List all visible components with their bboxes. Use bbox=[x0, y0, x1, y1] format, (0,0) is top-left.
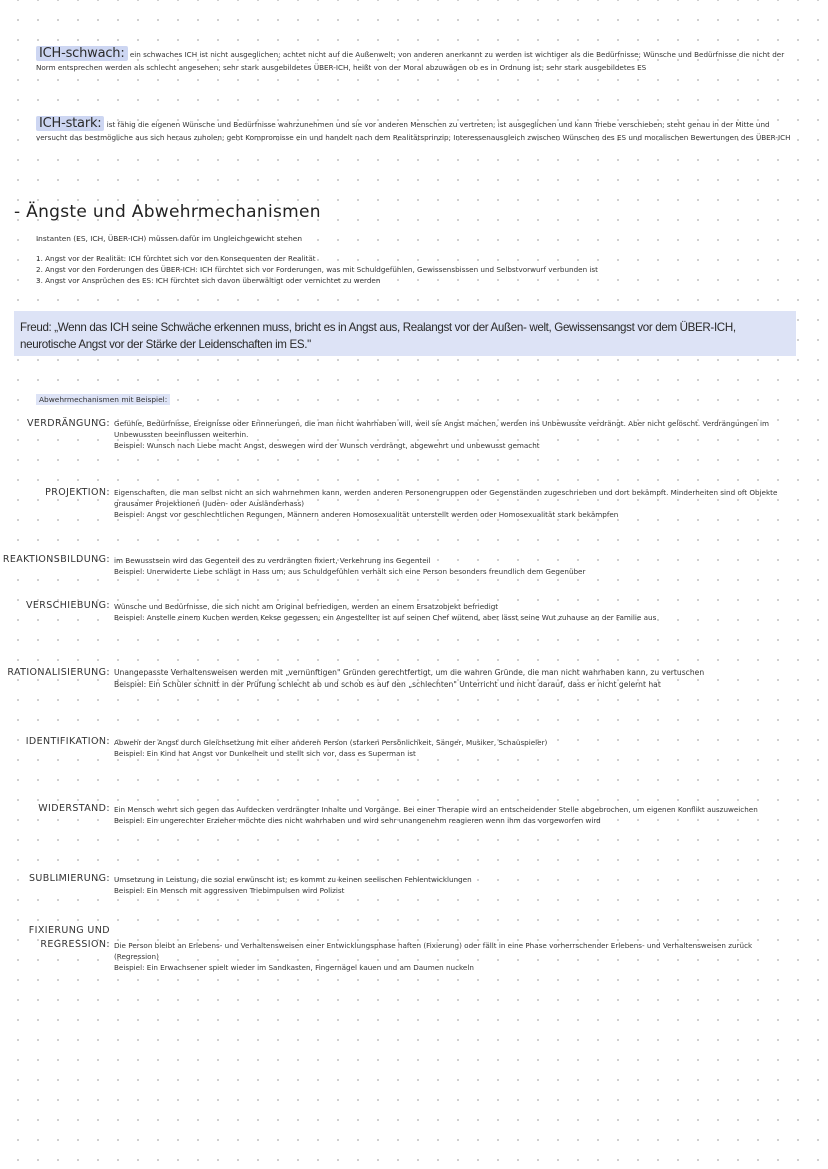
mechanism-example: Beispiel: Ein Schüler schnitt in der Prüfung schlecht ab und schob es auf den „schlechten" Unterricht und nicht darauf, dass er nicht gelernt hat bbox=[114, 680, 661, 689]
mechanism-text: Abwehr der Angst durch Gleichsetzung mit einer anderen Person (starken Persönlichkeit, Sänger, Musiker, Schauspieler) bbox=[114, 738, 548, 747]
mechanism-text: im Bewusstsein wird das Gegenteil des zu verdrängten fixiert, Verkehrung ins Gegenteil bbox=[114, 556, 431, 565]
mechanism-desc bbox=[114, 418, 794, 451]
mechanism-example: Beispiel: Ein Kind hat Angst vor Dunkelheit und stellt sich vor, dass es Superman ist bbox=[114, 749, 416, 758]
mechanism-desc bbox=[114, 487, 794, 520]
list-item: 1. Angst vor der Realität: ICH fürchtet sich vor den Konsequenten der Realität bbox=[36, 254, 316, 263]
mechanism-term: VERSCHIEBUNG: bbox=[25, 600, 110, 611]
mechanism-example: Beispiel: Ein ungerechter Erzieher möchte dies nicht wahrhaben und wird sehr unangenehm reagieren wenn ihm das vorgeworfen wird bbox=[114, 816, 601, 825]
definition-text: ein schwaches ICH ist nicht ausgeglichen; achtet nicht auf die Außenwelt; von anderen anerkannt zu werden ist wichtiger als die Bedürfnisse; Wünsche und Bedürfnisse die nicht der Norm entsprechen werden als schlecht angesehen; sehr stark ausgebildetes ÜBER-ICH, heißt von der Moral abzuwägen ob es in Ordnung ist; sehr stark ausgebildetes ES bbox=[36, 50, 785, 72]
mechanism-term: SUBLIMIERUNG: bbox=[28, 873, 110, 884]
freud-quote: Freud: „Wenn das ICH seine Schwäche erkennen muss, bricht es in Angst aus, Realangst vor der Außen- welt, Gewissensangst vor dem ÜBER-ICH, neurotische Angst vor der Stärke der Leidenschaften im ES." bbox=[14, 311, 796, 356]
mechanism-text: Gefühle, Bedürfnisse, Ereignisse oder Erinnerungen, die man nicht wahrhaben will, weil sie Angst machen, werden ins Unbewusste verdrängt. Aber nicht gelöscht. Verdrängungen im Unbewussten beeinflussen weiterhin. bbox=[114, 419, 770, 439]
mechanism-term: PROJEKTION: bbox=[45, 487, 110, 498]
mechanism-text: Umsetzung in Leistung, die sozial erwünscht ist; es kommt zu keinen seelischen Fehlentwicklungen bbox=[114, 875, 472, 884]
mechanism-example: Beispiel: Wunsch nach Liebe macht Angst, deswegen wird der Wunsch verdrängt, abgewehrt und unbewusst gemacht bbox=[114, 441, 540, 450]
mechanism-text: Die Person bleibt an Erlebens- und Verhaltensweisen einer Entwicklungsphase haften (Fixierung) oder fällt in eine Phase vorherrschender Erlebens- und Verhaltensweisen zurück (Regression) bbox=[114, 941, 753, 961]
fears-list bbox=[36, 254, 598, 286]
mechanism-term: REAKTIONSBILDUNG: bbox=[2, 554, 110, 565]
mechanism-term: RATIONALISIERUNG: bbox=[7, 667, 110, 678]
mechanism-term: FIXIERUNG UND REGRESSION: bbox=[28, 925, 110, 950]
mechanism-term: WIDERSTAND: bbox=[38, 803, 110, 814]
mechanism-desc bbox=[114, 601, 794, 623]
section-intro: Instanten (ES, ICH, ÜBER-ICH) müssen dafür im Ungleichgewicht stehen bbox=[36, 234, 303, 243]
mechanisms-heading: Abwehrmechanismen mit Beispiel: bbox=[36, 394, 170, 405]
mechanism-example: Beispiel: Angst vor geschlechtlichen Regungen, Männern anderen Homosexualität unterstellt werden oder Homosexualität stark bekämpfen bbox=[114, 510, 619, 519]
mechanism-desc bbox=[114, 737, 794, 759]
mechanism-example: Beispiel: Ein Erwachsener spielt wieder im Sandkasten, Fingernägel kauen und am Daumen nuckeln bbox=[114, 963, 474, 972]
mechanism-desc bbox=[114, 874, 794, 896]
mechanism-term: VERDRÄNGUNG: bbox=[26, 418, 110, 429]
definition-text: ist fähig die eigenen Wünsche und Bedürfnisse wahrzunehmen und sie vor anderen Menschen zu vertreten; ist ausgeglichen und kann Triebe verschieben; steht genau in der Mitte und versucht das bestmögliche aus sich heraus zuholen; geht Kompromisse ein und handelt nach dem Realitätsprinzip; Interessenausgleich zwischen Wünschen des ES und moralischen Bewertungen des ÜBER-ICH bbox=[36, 120, 791, 142]
mechanism-example: Beispiel: Unerwiderte Liebe schlägt in Hass um; aus Schuldgefühlen verhält sich eine Person besonders freundlich dem Gegenüber bbox=[114, 567, 586, 576]
mechanism-text: Eigenschaften, die man selbst nicht an sich wahrnehmen kann, werden anderen Personengruppen oder Gegenständen zugeschrieben und dort bekämpft. Minderheiten sind oft Objekte grausamer Projektionen (Juden- oder Ausländerhass) bbox=[114, 488, 778, 508]
mechanism-desc bbox=[114, 555, 794, 577]
definition-strong-ego bbox=[36, 118, 792, 144]
definition-weak-ego bbox=[36, 48, 792, 74]
list-item: 2. Angst vor den Forderungen des ÜBER-ICH: ICH fürchtet sich vor Forderungen, was mit Schuldgefühlen, Gewissensbissen und Selbstvorwurf verbunden ist bbox=[36, 264, 598, 274]
mechanism-desc bbox=[114, 940, 794, 973]
definition-term: ICH-stark: bbox=[36, 116, 104, 131]
mechanism-desc bbox=[114, 667, 794, 691]
mechanism-term: IDENTIFIKATION: bbox=[25, 736, 110, 747]
mechanism-text: Ein Mensch wehrt sich gegen das Aufdecken verdrängter Inhalte und Vorgänge. Bei einer Therapie wird an entscheidender Stelle abgebrochen, um eigenen Konflikt auszuweichen bbox=[114, 805, 758, 814]
definition-term: ICH-schwach: bbox=[36, 46, 128, 61]
mechanism-text: Unangepasste Verhaltensweisen werden mit „vernünftigen" Gründen gerechtfertigt, um die wahren Gründe, die man nicht wahrhaben kann, zu vertuschen bbox=[114, 668, 705, 677]
mechanism-example: Beispiel: Anstelle einem Kuchen werden Kekse gegessen; ein Angestellter ist auf seinen Chef wütend, aber lässt seine Wut zuhause an der Familie aus bbox=[114, 613, 657, 622]
list-item: 3. Angst vor Ansprüchen des ES: ICH fürchtet sich davon überwältigt oder vernichtet zu werden bbox=[36, 275, 381, 285]
section-title: - Ängste und Abwehrmechanismen bbox=[14, 202, 321, 222]
mechanism-example: Beispiel: Ein Mensch mit aggressiven Triebimpulsen wird Polizist bbox=[114, 886, 345, 895]
mechanism-desc bbox=[114, 804, 794, 826]
mechanism-text: Wünsche und Bedürfnisse, die sich nicht am Original befriedigen, werden an einem Ersatzobjekt befriedigt bbox=[114, 602, 499, 611]
